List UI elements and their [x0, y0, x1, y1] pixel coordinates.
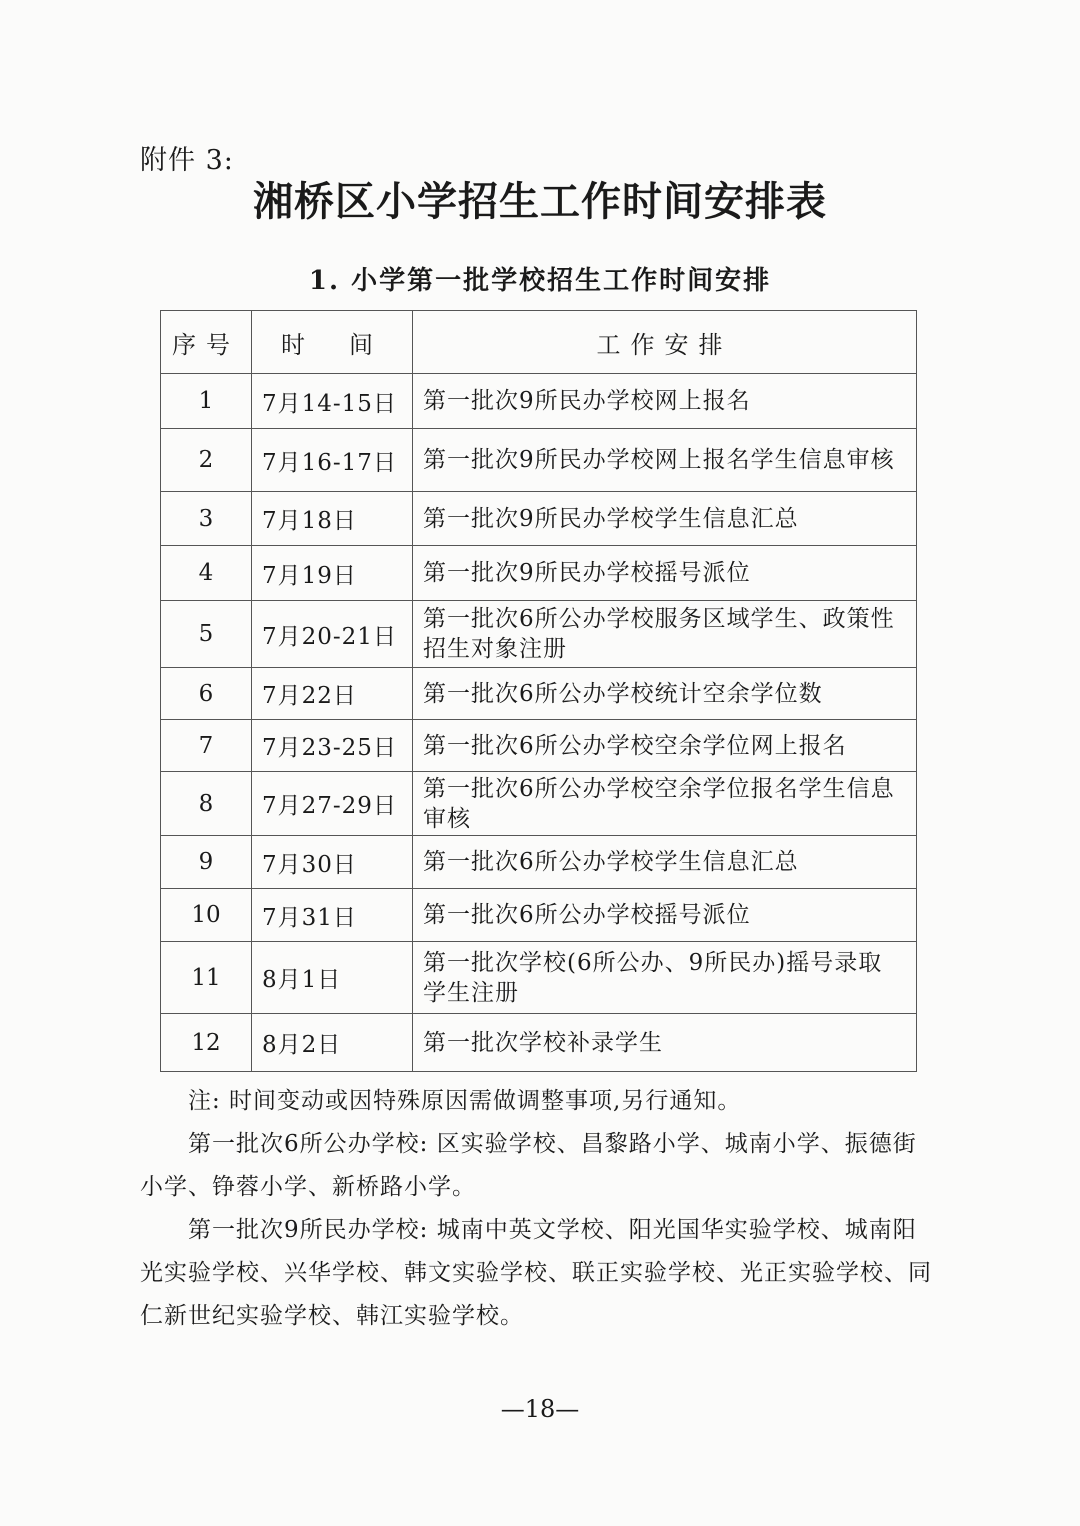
table-row [161, 374, 917, 429]
row-task: 第一批次学校补录学生 [413, 1014, 917, 1072]
row-time: 7月27-29日 [252, 772, 413, 836]
table-header-row [161, 311, 917, 374]
attachment-label: 附件 3: [140, 145, 234, 176]
row-time: 7月23-25日 [252, 720, 413, 772]
row-number: 3 [161, 492, 252, 546]
row-time: 7月31日 [252, 889, 413, 942]
row-task: 第一批次6所公办学校摇号派位 [413, 889, 917, 942]
row-task: 第一批次9所民办学校摇号派位 [413, 546, 917, 601]
row-number: 2 [161, 429, 252, 492]
row-number: 9 [161, 836, 252, 889]
table-row [161, 720, 917, 772]
row-task: 第一批次9所民办学校网上报名 [413, 374, 917, 429]
table-row [161, 546, 917, 601]
row-task: 第一批次9所民办学校网上报名学生信息审核 [413, 429, 917, 492]
public-schools-text: 第一批次6所公办学校: 区实验学校、昌黎路小学、城南小学、振德街小学、铮蓉小学、新桥路小学。 [140, 1131, 917, 1200]
row-number: 11 [161, 942, 252, 1014]
row-task: 第一批次6所公办学校学生信息汇总 [413, 836, 917, 889]
note-text: 注: 时间变动或因特殊原因需做调整事项,另行通知。 [188, 1088, 742, 1114]
table-row [161, 836, 917, 889]
row-time: 7月18日 [252, 492, 413, 546]
row-number: 8 [161, 772, 252, 836]
row-number: 7 [161, 720, 252, 772]
table-row [161, 492, 917, 546]
row-time: 7月22日 [252, 668, 413, 720]
row-task: 第一批次6所公办学校空余学位报名学生信息审核 [413, 772, 917, 836]
row-time: 7月20-21日 [252, 601, 413, 668]
table-row [161, 942, 917, 1014]
header-task: 工作安排 [413, 311, 917, 374]
schedule-table [160, 310, 917, 1072]
table-row [161, 772, 917, 836]
private-schools-text: 第一批次9所民办学校: 城南中英文学校、阳光国华实验学校、城南阳光实验学校、兴华学校、韩文实验学校、联正实验学校、光正实验学校、同仁新世纪实验学校、韩江实验学校。 [140, 1217, 932, 1329]
row-task: 第一批次9所民办学校学生信息汇总 [413, 492, 917, 546]
row-time: 7月19日 [252, 546, 413, 601]
row-number: 10 [161, 889, 252, 942]
table-row [161, 1014, 917, 1072]
row-number: 12 [161, 1014, 252, 1072]
notes-section [140, 1080, 940, 1338]
row-task: 第一批次6所公办学校空余学位网上报名 [413, 720, 917, 772]
row-time: 8月1日 [252, 942, 413, 1014]
row-number: 1 [161, 374, 252, 429]
header-number: 序号 [161, 311, 252, 374]
row-number: 6 [161, 668, 252, 720]
row-number: 5 [161, 601, 252, 668]
table-row [161, 889, 917, 942]
row-number: 4 [161, 546, 252, 601]
row-time: 8月2日 [252, 1014, 413, 1072]
row-task: 第一批次6所公办学校服务区域学生、政策性招生对象注册 [413, 601, 917, 668]
table-row [161, 429, 917, 492]
header-time: 时 间 [252, 311, 413, 374]
row-task: 第一批次6所公办学校统计空余学位数 [413, 668, 917, 720]
row-task: 第一批次学校(6所公办、9所民办)摇号录取学生注册 [413, 942, 917, 1014]
section-subtitle: 1. 小学第一批学校招生工作时间安排 [308, 266, 772, 296]
row-time: 7月30日 [252, 836, 413, 889]
table-row [161, 668, 917, 720]
row-time: 7月16-17日 [252, 429, 413, 492]
row-time: 7月14-15日 [252, 374, 413, 429]
table-row [161, 601, 917, 668]
page-number: —18— [500, 1395, 580, 1423]
document-title: 湘桥区小学招生工作时间安排表 [253, 179, 827, 225]
